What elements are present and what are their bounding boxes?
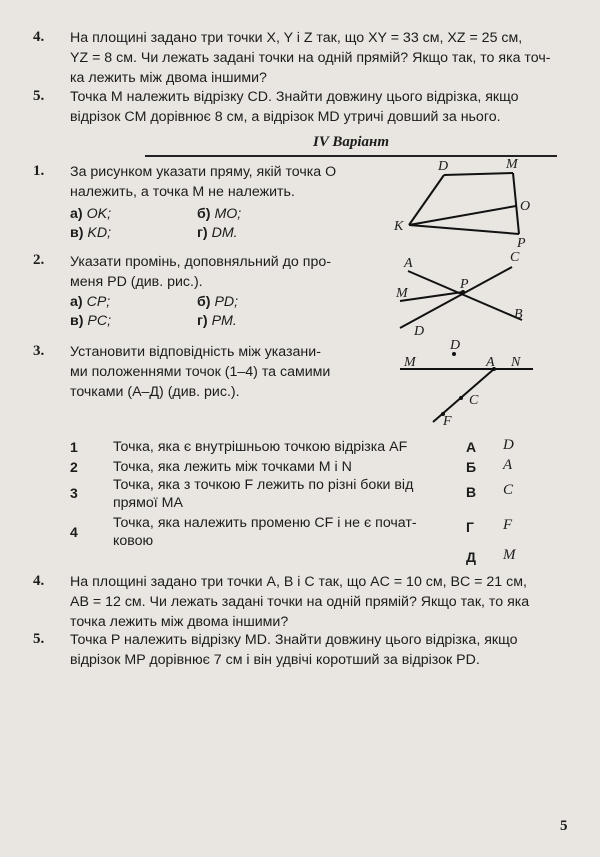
match-row-3-number: 3: [70, 485, 78, 501]
fig3-label-d: D: [450, 338, 461, 353]
top-problem-4-line-3: ка лежить між двома іншими?: [70, 70, 267, 86]
match-option-4-letter: Г: [466, 519, 474, 535]
q4-line-1: На площині задано три точки A, B і C так, що AC = 10 см, BC = 21 см,: [70, 574, 527, 590]
match-option-1-value: D: [503, 437, 514, 453]
fig2-line-dc: [400, 267, 512, 328]
fig3-label-n: N: [511, 355, 521, 370]
fig1-segment-kp: [409, 225, 519, 234]
q4-line-3: точка лежить між двома іншими?: [70, 614, 289, 630]
fig1-segment-mp: [513, 173, 519, 234]
q1-line-2: належить, а точка M не належить.: [70, 184, 295, 200]
q3-line-2: ми положеннями точок (1–4) та самими: [70, 364, 331, 380]
fig1-label-o: O: [520, 199, 531, 214]
fig1-label-k: K: [394, 219, 404, 234]
fig3-label-c: C: [469, 393, 479, 408]
fig2-label-b: B: [514, 307, 523, 322]
fig1-segment-dm: [444, 173, 513, 175]
variant-header: [145, 133, 557, 157]
match-option-3-letter: В: [466, 484, 477, 500]
match-row-3-text-line-2: прямої MA: [113, 495, 183, 511]
match-row-1-number: 1: [70, 439, 78, 455]
q3-line-3: точками (А–Д) (див. рис.).: [70, 384, 240, 400]
fig2-label-m: M: [396, 286, 408, 301]
fig3-label-f: F: [443, 414, 452, 429]
q5-number: 5.: [33, 631, 45, 647]
figure-3: [395, 335, 540, 435]
q2-option-d: г) PM.: [197, 313, 237, 329]
top-problem-4-line-2: YZ = 8 см. Чи лежать задані точки на одній прямій? Якщо так, то яка точ-: [70, 50, 551, 66]
match-option-5-value: M: [503, 547, 516, 563]
q5-line-1: Точка P належить відрізку MD. Знайти довжину цього відрізка, якщо: [70, 632, 518, 648]
q4-number: 4.: [33, 573, 45, 589]
top-problem-5-line-2: відрізок CM дорівнює 8 см, а відрізок MD утричі довший за нього.: [70, 109, 501, 125]
match-option-1-letter: А: [466, 439, 477, 455]
fig2-label-a: A: [404, 256, 413, 271]
top-problem-5-number: 5.: [33, 88, 45, 104]
q2-option-b: б) PD;: [197, 294, 239, 310]
match-row-3-text-line-1: Точка, яка з точкою F лежить по різні боки від: [113, 477, 414, 493]
match-row-4-text-line-2: ковою: [113, 533, 154, 549]
variant-title: IV Варіант: [313, 134, 389, 150]
q1-option-a: а) OK;: [70, 206, 112, 222]
match-row-4-number: 4: [70, 524, 78, 540]
page-number: 5: [560, 818, 568, 834]
fig3-label-a: A: [486, 355, 495, 370]
q2-option-c: в) PC;: [70, 313, 112, 329]
q2-option-a: а) CP;: [70, 294, 111, 310]
fig2-label-d: D: [414, 324, 425, 339]
q5-line-2: відрізок MP дорівнює 7 см і він удвічі коротший за відрізок PD.: [70, 652, 480, 668]
fig1-segment-ko: [409, 206, 516, 225]
match-option-2-value: A: [503, 457, 513, 473]
top-problem-4-line-1: На площині задано три точки X, Y і Z так, що XY = 33 см, XZ = 25 см,: [70, 30, 523, 46]
match-option-2-letter: Б: [466, 459, 477, 475]
q2-number: 2.: [33, 252, 45, 268]
fig1-segment-dk: [409, 175, 444, 225]
fig1-label-m: M: [506, 157, 518, 172]
fig1-label-p: P: [517, 236, 526, 250]
fig2-label-c: C: [510, 250, 520, 265]
q3-line-1: Установити відповідність між указани-: [70, 344, 321, 360]
match-row-1-text: Точка, яка є внутрішньою точкою відрізка AF: [113, 439, 408, 455]
q1-option-d: г) DM.: [197, 225, 238, 241]
q3-number: 3.: [33, 343, 45, 359]
figure-2: [390, 245, 540, 340]
top-problem-5-line-1: Точка M належить відрізку CD. Знайти довжину цього відрізка, якщо: [70, 89, 519, 105]
match-option-5-letter: Д: [466, 549, 476, 565]
q1-option-c: в) KD;: [70, 225, 112, 241]
match-row-2-text: Точка, яка лежить між точками M і N: [113, 459, 352, 475]
q2-line-2: меня PD (див. рис.).: [70, 274, 203, 290]
q2-line-1: Указати промінь, доповняльний до про-: [70, 254, 331, 270]
top-problem-4-number: 4.: [33, 29, 45, 45]
match-option-4-value: F: [503, 517, 513, 533]
q1-number: 1.: [33, 163, 45, 179]
q1-line-1: За рисунком указати пряму, якій точка O: [70, 164, 337, 180]
match-row-4-text-line-1: Точка, яка належить променю CF і не є почат-: [113, 515, 417, 531]
fig3-point-c: [459, 396, 463, 400]
fig3-label-m: M: [404, 355, 416, 370]
match-option-3-value: C: [503, 482, 514, 498]
fig2-label-p: P: [460, 277, 469, 292]
figure-1: [380, 155, 560, 250]
q4-line-2: AB = 12 см. Чи лежать задані точки на одній прямій? Якщо так, то яка: [70, 594, 530, 610]
q1-option-b: б) MO;: [197, 206, 242, 222]
fig1-label-d: D: [438, 159, 449, 174]
match-row-2-number: 2: [70, 459, 78, 475]
